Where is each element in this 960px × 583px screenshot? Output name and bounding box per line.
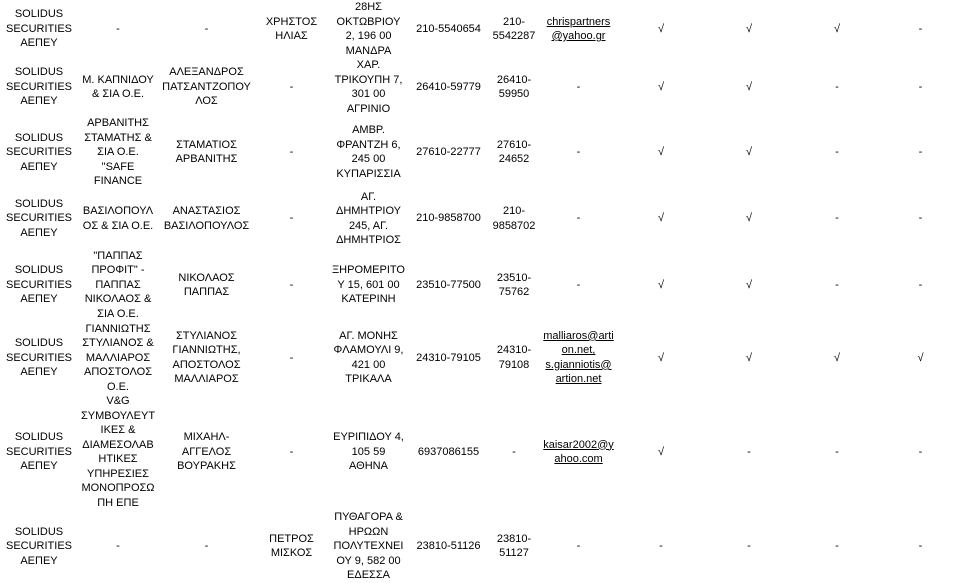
table-row xyxy=(0,189,960,249)
mark-cell-1: √ xyxy=(657,146,665,158)
mark-cell-3: - xyxy=(835,80,839,93)
contact-cell: - xyxy=(289,80,294,93)
company-cell: SOLIDUS SECURITIES ΑΕΠΕΥ xyxy=(5,197,72,239)
fax-cell: 27610- 24652 xyxy=(496,138,532,166)
representative-cell: ΜΙΧΑΗΛ- ΑΓΓΕΛΟΣ ΒΟΥΡΑΚΗΣ xyxy=(177,431,236,473)
mark-cell-2: √ xyxy=(745,80,753,93)
company-cell: SOLIDUS SECURITIES ΑΕΠΕΥ xyxy=(5,525,72,567)
table-row xyxy=(0,249,960,322)
firm-cell: Μ. ΚΑΠΝΙΔΟΥ & ΣΙΑ Ο.Ε. xyxy=(82,73,154,100)
mark-cell-4: - xyxy=(918,146,923,158)
fax-cell: 210- 9858702 xyxy=(492,205,536,232)
fax-cell: - xyxy=(512,445,516,458)
phone-cell: 23810-51126 xyxy=(416,540,481,552)
address-cell: ΧΑΡ. ΤΡΙΚΟΥΠΗ 7, 301 00 ΑΓΡΙΝΙΟ xyxy=(334,59,403,115)
email-cell: - xyxy=(576,540,581,552)
email-link[interactable]: chrispartners @yahoo.gr xyxy=(546,15,611,42)
table-row xyxy=(0,394,960,510)
firm-cell: ΓΙΑΝΝΙΩΤΗΣ ΣΤΥΛΙΑΝΟΣ & ΜΑΛΛΙΑΡΟΣ ΑΠΟΣΤΟΛΟΣ Ο.Ε. xyxy=(82,322,154,393)
table-row xyxy=(0,58,960,116)
mark-cell-4: - xyxy=(918,445,923,458)
mark-cell-1: √ xyxy=(657,278,665,291)
fax-cell: 23510- 75762 xyxy=(496,271,532,298)
representative-cell: - xyxy=(204,540,209,552)
email-cell: - xyxy=(576,146,581,158)
company-cell: SOLIDUS SECURITIES ΑΕΠΕΥ xyxy=(5,431,72,473)
contact-cell: ΠΕΤΡΟΣ ΜΙΣΚΟΣ xyxy=(269,532,314,560)
contact-cell: ΧΡΗΣΤΟΣ ΗΛΙΑΣ xyxy=(265,15,318,42)
mark-cell-1: - xyxy=(659,540,663,552)
representative-cell: ΣΤΑΜΑΤΙΟΣ ΑΡΒΑΝΙΤΗΣ xyxy=(175,138,238,166)
mark-cell-2: - xyxy=(747,445,751,458)
representative-cell: - xyxy=(204,22,209,35)
address-cell: ΕΥΡΙΠΙΔΟΥ 4, 105 59 ΑΘΗΝΑ xyxy=(333,431,404,473)
company-cell: SOLIDUS SECURITIES ΑΕΠΕΥ xyxy=(5,337,72,378)
phone-cell: 27610-22777 xyxy=(416,146,481,158)
mark-cell-3: - xyxy=(835,445,839,458)
table-row xyxy=(0,322,960,395)
mark-cell-1: √ xyxy=(657,212,665,225)
mark-cell-2: √ xyxy=(745,146,753,158)
email-link[interactable]: malliaros@arti on.net, s.gianniotis@ artion.net xyxy=(543,329,614,386)
mark-cell-1: √ xyxy=(657,80,665,93)
address-cell: ΞΗΡΟΜΕΡΙΤΟ Υ 15, 601 00 ΚΑΤΕΡΙΝΗ xyxy=(332,264,405,306)
contact-cell: - xyxy=(289,351,294,364)
contact-cell: - xyxy=(289,278,294,291)
mark-cell-4: - xyxy=(918,278,923,291)
company-cell: SOLIDUS SECURITIES ΑΕΠΕΥ xyxy=(5,66,72,108)
fax-cell: 24310- 79108 xyxy=(496,344,532,371)
mark-cell-1: √ xyxy=(657,351,665,364)
firm-cell: - xyxy=(116,22,120,35)
mark-cell-1: √ xyxy=(657,445,665,458)
phone-cell: 26410-59779 xyxy=(416,80,481,93)
mark-cell-2: - xyxy=(747,540,751,552)
phone-cell: 210-5540654 xyxy=(416,22,481,35)
mark-cell-3: √ xyxy=(833,351,841,364)
firm-cell: ΑΡΒΑΝΙΤΗΣ ΣΤΑΜΑΤΗΣ & ΣΙΑ Ο.Ε. "SAFE FINANCE xyxy=(84,117,152,187)
address-cell: ΑΜΒΡ. ΦΡΑΝΤΖΗ 6, 245 00 ΚΥΠΑΡΙΣΣΙΑ xyxy=(336,124,401,180)
fax-cell: 23810- 51127 xyxy=(496,532,532,560)
mark-cell-4: √ xyxy=(917,351,924,364)
mark-cell-3: √ xyxy=(833,22,841,35)
representative-cell: ΑΝΑΣΤΑΣΙΟΣ ΒΑΣΙΛΟΠΟΥΛΟΣ xyxy=(163,205,250,232)
address-cell: ΠΥΘΑΓΟΡΑ & ΗΡΩΩΝ ΠΟΛΥΤΕΧΝΕΙ ΟΥ 9, 582 00 ΕΔΕΣΣΑ xyxy=(333,511,404,581)
representative-cell: ΑΛΕΞΑΝΔΡΟΣ ΠΑΤΣΑΝΤΖΟΠΟΥ ΛΟΣ xyxy=(162,66,251,108)
mark-cell-4: - xyxy=(918,22,923,35)
fax-cell: 210- 5542287 xyxy=(492,15,536,42)
address-cell: 28ΗΣ ΟΚΤΩΒΡΙΟΥ 2, 196 00 ΜΑΝΔΡΑ xyxy=(336,1,401,57)
mark-cell-4: - xyxy=(918,540,923,552)
table-row xyxy=(0,510,960,583)
contact-cell: - xyxy=(289,146,294,158)
phone-cell: 23510-77500 xyxy=(416,278,481,291)
contact-cell: - xyxy=(289,212,294,225)
representative-cell: ΣΤΥΛΙΑΝΟΣ ΓΙΑΝΝΙΩΤΗΣ, ΑΠΟΣΤΟΛΟΣ ΜΑΛΛΙΑΡΟΣ xyxy=(172,329,241,386)
mark-cell-1: √ xyxy=(657,22,665,35)
mark-cell-4: - xyxy=(918,80,923,93)
table-row xyxy=(0,0,960,58)
email-cell: - xyxy=(576,278,581,291)
phone-cell: 24310-79105 xyxy=(416,351,481,364)
company-cell: SOLIDUS SECURITIES ΑΕΠΕΥ xyxy=(5,8,72,50)
table-row xyxy=(0,116,960,189)
email-cell: - xyxy=(576,212,581,225)
contact-cell: - xyxy=(289,445,294,458)
mark-cell-3: - xyxy=(835,146,839,158)
firm-cell: - xyxy=(116,540,120,552)
phone-cell: 6937086155 xyxy=(417,445,480,458)
firm-cell: "ΠΑΠΠΑΣ ΠΡΟΦΙΤ" - ΠΑΠΠΑΣ ΝΙΚΟΛΑΟΣ & ΣΙΑ Ο.Ε. xyxy=(84,249,152,320)
fax-cell: 26410- 59950 xyxy=(496,73,532,100)
mark-cell-3: - xyxy=(835,540,839,552)
mark-cell-2: √ xyxy=(745,22,753,35)
firm-cell: V&G ΣΥΜΒΟΥΛΕΥΤ ΙΚΕΣ & ΔΙΑΜΕΣΟΛΑΒ ΗΤΙΚΕΣ ΥΠΗΡΕΣΙΕΣ ΜΟΝΟΠΡΟΣΩ ΠΗ ΕΠΕ xyxy=(80,395,156,509)
address-cell: ΑΓ. ΜΟΝΗΣ ΦΛΑΜΟΥΛΙ 9, 421 00 ΤΡΙΚΑΛΑ xyxy=(333,329,404,386)
mark-cell-4: - xyxy=(918,212,923,225)
mark-cell-2: √ xyxy=(745,212,753,225)
address-cell: ΑΓ. ΔΗΜΗΤΡΙΟΥ 245, ΑΓ. ΔΗΜΗΤΡΙΟΣ xyxy=(335,190,402,246)
company-cell: SOLIDUS SECURITIES ΑΕΠΕΥ xyxy=(5,264,72,306)
company-cell: SOLIDUS SECURITIES ΑΕΠΕΥ xyxy=(5,131,72,173)
mark-cell-3: - xyxy=(835,212,839,225)
mark-cell-2: √ xyxy=(745,278,753,291)
mark-cell-2: √ xyxy=(745,351,753,364)
phone-cell: 210-9858700 xyxy=(416,212,481,225)
email-link[interactable]: kaisar2002@y ahoo.com xyxy=(543,438,614,465)
email-cell: - xyxy=(576,80,581,93)
firm-cell: ΒΑΣΙΛΟΠΟΥΛ ΟΣ & ΣΙΑ Ο.Ε. xyxy=(82,205,154,232)
representative-cell: ΝΙΚΟΛΑΟΣ ΠΑΠΠΑΣ xyxy=(178,271,235,298)
mark-cell-3: - xyxy=(835,278,839,291)
